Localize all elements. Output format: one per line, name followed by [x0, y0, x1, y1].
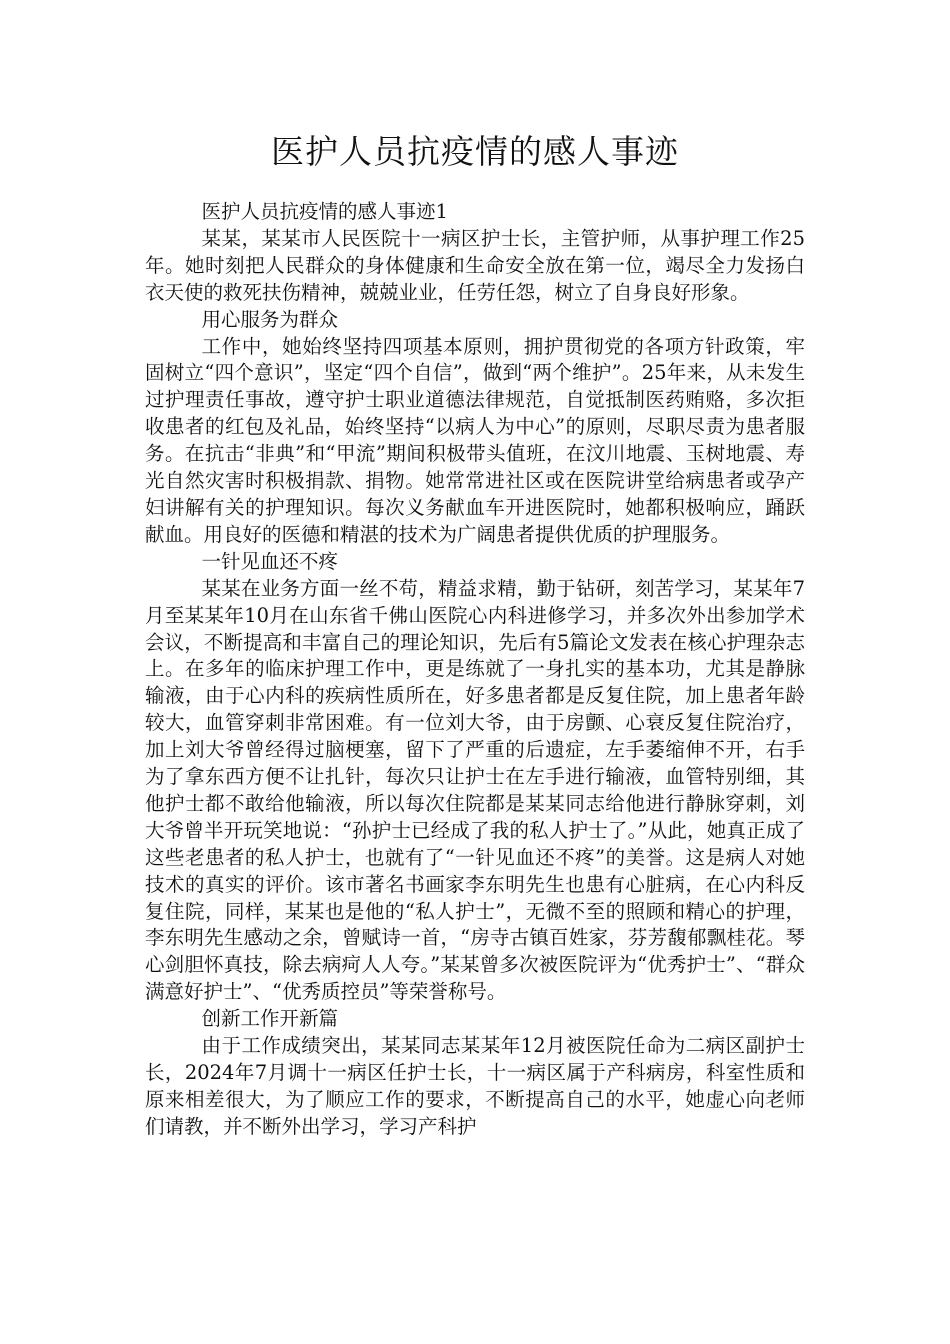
service-paragraph: 工作中，她始终坚持四项基本原则，拥护贯彻党的各项方针政策，牢固树立“四个意识”，坚定“四个自信”，做到“两个维护”。25年来，从未发生过护理责任事故，遵守护士职业道德法律规范，自觉抵制医药贿赂，多次拒收患者的红包及礼品，始终坚持“以病人为中心”的原则，尽职尽责为患者服务。在抗击“非典”和“甲流”期间积极带头值班，在汶川地震、玉树地震、寿光自然灾害时积极捐款、捐物。她常常进社区或在医院讲堂给病患者或孕产妇讲解有关的护理知识。每次义务献血车开进医院时，她都积极响应，踊跃献血。用良好的医德和精湛的技术为广阔患者提供优质的护理服务。 [145, 334, 805, 546]
document-title: 医护人员抗疫情的感人事迹 [271, 132, 679, 171]
section-heading-1: 医护人员抗疫情的感人事迹1 [201, 200, 448, 223]
intro-paragraph: 某某，某某市人民医院十一病区护士长，主管护师，从事护理工作25年。她时刻把人民群众的身体健康和生命安全放在第一位，竭尽全力发扬白衣天使的救死扶伤精神，兢兢业业，任劳任怨，树立了自身良好形象。 [145, 226, 805, 304]
section-heading-skill: 一针见血还不疼 [201, 549, 339, 573]
section-heading-service: 用心服务为群众 [201, 307, 339, 331]
innovation-paragraph: 由于工作成绩突出，某某同志某某年12月被医院任命为二病区副护士长，2024年7月调十一病区任护士长，十一病区属于产科病房，科室性质和原来相差很大，为了顺应工作的要求，不断提高自己的水平，她虚心向老师们请教，并不断外出学习，学习产科护 [145, 1034, 805, 1138]
section-heading-innovation: 创新工作开新篇 [201, 1007, 339, 1031]
skill-paragraph: 某某在业务方面一丝不苟，精益求精，勤于钻研，刻苦学习，某某年7月至某某年10月在山东省千佛山医院心内科进修学习，并多次外出参加学术会议，不断提高和丰富自己的理论知识，先后有5篇论文发表在核心护理杂志上。在多年的临床护理工作中，更是练就了一身扎实的基本功，尤其是静脉输液，由于心内科的疾病性质所在，好多患者都是反复住院，加上患者年龄较大，血管穿刺非常困难。有一位刘大爷，由于房颤、心衰反复住院治疗，加上刘大爷曾经得过脑梗塞，留下了严重的后遗症，左手萎缩伸不开，右手为了拿东西方便不让扎针，每次只让护士在左手进行输液，血管特别细，其他护士都不敢给他输液，所以每次住院都是某某同志给他进行静脉穿刺，刘大爷曾半开玩笑地说：“孙护士已经成了我的私人护士了。”从此，她真正成了这些老患者的私人护士，也就有了“一针见血还不疼”的美誉。这是病人对她技术的真实的评价。该市著名书画家李东明先生也患有心脏病，在心内科反复住院，同样，某某也是他的“私人护士”，无微不至的照顾和精心的护理，李东明先生感动之余，曾赋诗一首，“房寺古镇百姓家，芬芳馥郁飘桂花。琴心剑胆怀真技，除去病疴人人夸。”某某曾多次被医院评为“优秀护士”、“群众满意好护士”、“优秀质控员”等荣誉称号。 [145, 576, 805, 1004]
document-body [145, 199, 805, 1141]
